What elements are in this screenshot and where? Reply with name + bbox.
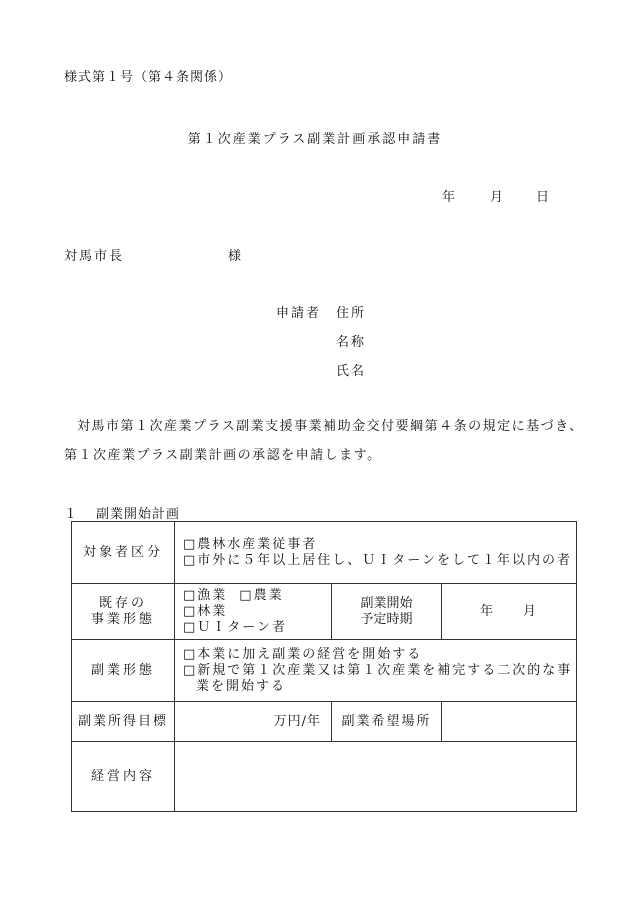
existing-business-label-line2: 事業形態	[90, 611, 155, 627]
start-period-field[interactable]	[442, 584, 577, 640]
section-heading	[64, 503, 180, 522]
addressee: 対馬市長	[64, 249, 125, 264]
business-content-field[interactable]	[175, 742, 577, 812]
table-row	[72, 522, 577, 584]
start-period-label-line2: 予定時期	[360, 611, 413, 627]
checkbox-option[interactable]: □農業	[239, 587, 284, 603]
honorific: 様	[228, 249, 242, 264]
start-period-label	[332, 584, 442, 640]
start-period-label-line1: 副業開始	[360, 595, 413, 611]
start-month-label: 月	[523, 603, 539, 619]
checkbox-option[interactable]: □ＵＩターン者	[183, 619, 288, 635]
checkbox-option[interactable]: □林業	[183, 603, 228, 619]
date-year-label: 年	[442, 190, 456, 205]
applicant-label: 申請者	[276, 306, 322, 321]
table-row	[72, 742, 577, 812]
person-name-label: 氏名	[336, 364, 367, 379]
desired-location-label: 副業希望場所	[332, 702, 442, 742]
table-row	[72, 640, 577, 702]
checkbox-option[interactable]: □漁業	[183, 587, 228, 603]
existing-business-options	[175, 584, 332, 640]
table-row	[72, 584, 577, 640]
existing-business-label-line1: 既存の	[98, 595, 147, 611]
name-label: 名称	[336, 335, 367, 350]
application-body-text: 対馬市第１次産業プラス副業支援事業補助金交付要綱第４条の規定に基づき、第１次産業プラス副業計画の承認を申請します。	[64, 419, 584, 463]
business-content-label: 経営内容	[72, 742, 175, 812]
checkbox-option[interactable]: □農林水産業従事者	[183, 536, 318, 552]
table-row	[72, 702, 577, 742]
plan-table	[71, 521, 577, 812]
section-title: 副業開始計画	[96, 507, 181, 522]
income-target-field[interactable]: 万円/年	[175, 702, 332, 742]
section-number: １	[64, 507, 79, 522]
form-number: 様式第１号（第４条関係）	[64, 70, 233, 85]
checkbox-option[interactable]: □市外に５年以上居住し、ＵＩターンをして１年以内の者	[183, 552, 573, 568]
address-label: 住所	[336, 306, 367, 321]
checkbox-option[interactable]: □本業に加え副業の経営を開始する	[183, 646, 423, 662]
target-category-label: 対象者区分	[72, 522, 175, 584]
date-month-label: 月	[490, 190, 504, 205]
checkbox-option[interactable]: □新規で第１次産業又は第１次産業を補完する二次的な事業を開始する	[183, 662, 573, 694]
page-title: 第１次産業プラス副業計画承認申請書	[187, 132, 443, 147]
income-target-label: 副業所得目標	[72, 702, 175, 742]
desired-location-field[interactable]	[442, 702, 577, 742]
target-category-options	[175, 522, 577, 584]
start-year-label: 年	[479, 603, 495, 619]
side-business-type-label: 副業形態	[72, 640, 175, 702]
date-day-label: 日	[536, 190, 550, 205]
side-business-type-options	[175, 640, 577, 702]
existing-business-label	[72, 584, 175, 640]
